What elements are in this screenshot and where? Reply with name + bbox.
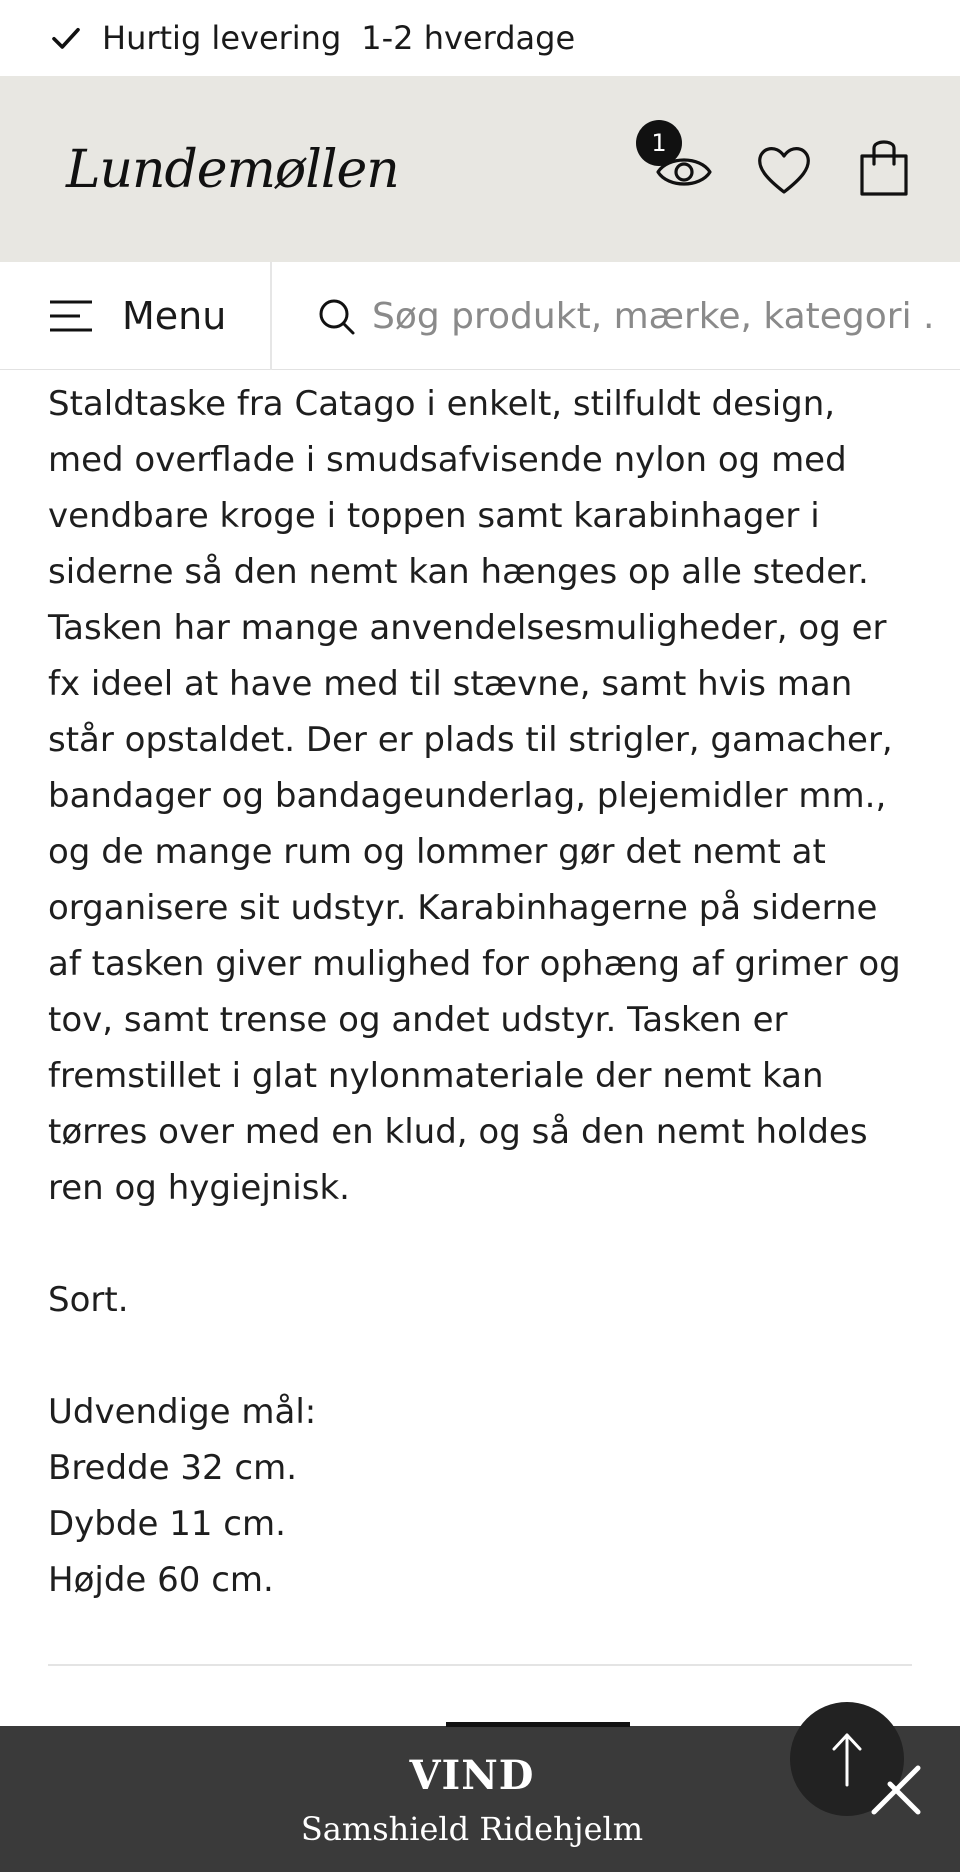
site-header	[0, 76, 960, 262]
nav-row	[0, 262, 960, 370]
search-input[interactable]	[372, 296, 932, 337]
logo-text: Lundemøllen	[66, 140, 399, 200]
close-icon[interactable]	[868, 1762, 924, 1818]
dimension-depth: Dybde 11 cm.	[48, 1504, 286, 1544]
menu-button[interactable]	[0, 262, 272, 370]
spacer	[48, 1328, 918, 1384]
spacer	[48, 1216, 918, 1272]
color-text: Sort.	[48, 1280, 129, 1320]
promo-title: VIND	[409, 1752, 535, 1799]
heart-icon	[752, 138, 816, 202]
divider	[48, 1664, 912, 1666]
usp-text: 1-2 hverdage	[361, 19, 576, 57]
search-bar[interactable]	[316, 262, 936, 370]
dimensions-heading: Udvendige mål:	[48, 1392, 317, 1432]
dimension-width: Bredde 32 cm.	[48, 1448, 298, 1488]
wishlist-button[interactable]	[752, 138, 816, 202]
cart-button[interactable]	[852, 134, 916, 198]
viewed-count-badge: 1	[636, 120, 682, 166]
usp-title: Hurtig levering	[102, 19, 342, 57]
logo[interactable]	[46, 112, 399, 222]
check-icon	[48, 20, 84, 56]
description-text: Staldtaske fra Catago i enkelt, stilfuldt design, med overflade i smudsafvisende nylon og med vendbare kroge i toppen samt karabinhager i siderne så den nemt kan hænges op alle steder. Tasken har mange anvendelsesmuligheder, og er fx ideel at have med til stævne, samt hvis man står opstaldet. Der er plads til strigler, gamacher, bandager og bandageunderlag, plejemidler mm., og de mange rum og lommer gør det nemt at organisere sit udstyr. Karabinhagerne på siderne af tasken giver mulighed for ophæng af grimer og tov, samt trense og andet udstyr. Tasken er fremstillet i glat nylonmateriale der nemt kan tørres over med en klud, og så den nemt holdes ren og hygiejnisk.	[48, 384, 901, 1208]
menu-label: Menu	[122, 294, 227, 338]
dimension-height: Højde 60 cm.	[48, 1560, 274, 1600]
usp-bar	[0, 0, 960, 76]
promo-subtitle: Samshield Ridehjelm	[300, 1810, 644, 1848]
shopping-bag-icon	[852, 134, 916, 198]
hamburger-icon	[48, 298, 94, 334]
arrow-up-icon	[822, 1729, 872, 1789]
product-description	[48, 376, 918, 1608]
search-icon[interactable]	[316, 296, 356, 336]
promo-tab-indicator	[446, 1722, 630, 1727]
